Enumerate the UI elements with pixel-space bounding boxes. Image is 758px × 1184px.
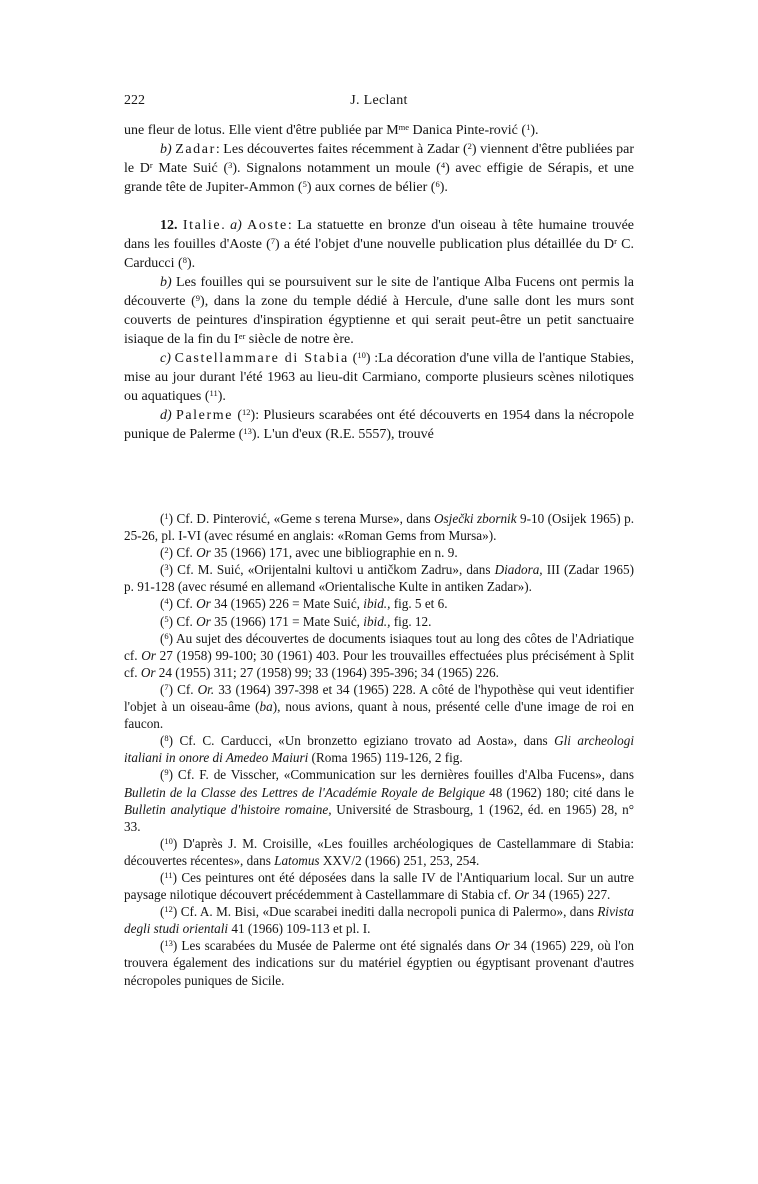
main-text bbox=[124, 121, 634, 444]
footnote-3: ($^3$) Cf. M. Suić, «Orijentalni kultovi u antičkom Zadru», dans Diadora, III (Zadar 1965) p. 91-128 (avec résumé en allemand «Orientalische Kulte in antiken Zadar»). bbox=[124, 562, 634, 595]
footnote-8: ($^8$) Cf. C. Carducci, «Un bronzetto egiziano trovato ad Aosta», dans Gli archeologi italiani in onore di Amedeo Maiuri (Roma 1965) 119-126, 2 fig. bbox=[124, 733, 634, 766]
paragraph-lotus: une fleur de lotus. Elle vient d'être publiée par $M^{me}$ Danica Pinte-rović ($^1$). bbox=[124, 122, 539, 138]
footnote-4: ($^4$) Cf. Or 34 (1965) 226 = Mate Suić, ibid., fig. 5 et 6. bbox=[160, 596, 448, 612]
paragraph-palerme: d) Palerme ($^{12}$): Plusieurs scarabées ont été découverts en 1954 dans la nécropole punique de Palerme ($^{13}$). L'un d'eux (R.E. 5557), trouvé bbox=[124, 407, 634, 442]
paragraph-alba-fucens: b) Les fouilles qui se poursuivent sur le site de l'antique Alba Fucens ont permis la découverte ($^9$), dans la zone du temple dédié à Hercule, d'une salle dont les murs sont couverts de peintures d'inspiration égyptienne et qui serait peut-être un petit sanctuaire isiaque de la fin du Ier siècle de notre ère. bbox=[124, 275, 634, 347]
footnote-10: ($^{10}$) D'après J. M. Croisille, «Les fouilles archéologiques de Castellammare di Stabia: découvertes récentes», dans Latomus XXV/2 (1966) 251, 253, 254. bbox=[124, 835, 634, 868]
footnote-1: ($^1$) Cf. D. Pinterović, «Geme s terena Murse», dans Osječki zbornik 9-10 (Osijek 1965) p. 25-26, pl. I-VI (avec résumé en anglais: «Roman Gems from Mursa»). bbox=[124, 511, 634, 544]
footnote-12: ($^{12}$) Cf. A. M. Bisi, «Due scarabei inediti dalla necropoli punica di Palermo», dans Rivista degli studi orientali 41 (1966) 109-113 et pl. I. bbox=[124, 904, 634, 937]
footnote-9: ($^9$) Cf. F. de Visscher, «Communication sur les dernières fouilles d'Alba Fucens», dans Bulletin de la Classe des Lettres de l'Académie Royale de Belgique 48 (1962) 180; cité dans le Bulletin analytique d'histoire romaine, Université de Strasbourg, 1 (1962, éd. en 1965) 28, n° 33. bbox=[124, 767, 635, 834]
place-palerme: Palerme bbox=[175, 408, 234, 423]
footnote-11: ($^{11}$) Ces peintures ont été déposées dans la salle IV de l'Antiquarium local. Sur un autre paysage nilotique découvert précédemment à Castellammare di Stabia cf. Or 34 (1965) 227. bbox=[124, 869, 634, 903]
paragraph-stabia: c) Castellammare di Stabia ($^{10}$) :La décoration d'une villa de l'antique Stabies, mise au jour durant l'été 1963 au lieu-dit Carmiano, comporte plusieurs scènes nilotiques ou aquatiques ($^{11}$). bbox=[124, 350, 635, 404]
running-head-author: J. Leclant bbox=[350, 93, 408, 108]
section-title: Italie bbox=[182, 218, 222, 233]
footnote-7: ($^7$) Cf. Or. 33 (1964) 397-398 et 34 (1965) 228. A côté de l'hypothèse qui veut identifier l'objet à un oiseau-âme (ba), nous avions, quant à nous, présenté celle d'une image de roi en faucon. bbox=[124, 681, 634, 732]
place-castellammare: Castellammare di Stabia bbox=[174, 351, 349, 366]
footnote-13: ($^{13}$) Les scarabées du Musée de Palerme ont été signalés dans Or 34 (1965) 229, où l'on trouvera également des indications sur du matériel égyptien ou égyptisant provenant d'autres nécropoles puniques de Sicile. bbox=[124, 938, 634, 988]
place-aoste: Aoste bbox=[247, 218, 288, 233]
footnote-5: ($^5$) Cf. Or 35 (1966) 171 = Mate Suić, ibid., fig. 12. bbox=[160, 613, 432, 629]
footnotes bbox=[124, 510, 634, 989]
page-number: 222 bbox=[124, 93, 145, 108]
footnote-6: ($^6$) Au sujet des découvertes de documents isiaques tout au long des côtes de l'Adriatique cf. Or 27 (1958) 99-100; 30 (1961) 403. Pour les trouvailles effectuées plus précisément à Split cf. Or 24 (1955) 311; 27 (1958) 99; 33 (1964) 395-396; 34 (1965) 226. bbox=[124, 630, 634, 680]
footnote-2: ($^2$) Cf. Or 35 (1966) 171, avec une bibliographie en n. 9. bbox=[160, 545, 458, 561]
section-number: 12. bbox=[160, 218, 178, 233]
paragraph-zadar: b) Zadar: Les découvertes faites récemment à Zadar ($^2$) viennent d'être publiées par le $D^r$ Mate Suić ($^3$). Signalons notamment un moule ($^4$) avec effigie de Sérapis, et une grande tête de Jupiter-Ammon ($^5$) aux cornes de bélier ($^6$). bbox=[124, 141, 635, 195]
running-header bbox=[124, 93, 634, 113]
place-zadar: Zadar bbox=[175, 142, 216, 157]
section-italie: 12. Italie. a) Aoste: La statuette en bronze d'un oiseau à tête humaine trouvée dans les fouilles d'Aoste ($^7$) a été l'objet d'une nouvelle publication plus détaillée du $D^r$ C. Carducci ($^8$). bbox=[124, 218, 635, 271]
